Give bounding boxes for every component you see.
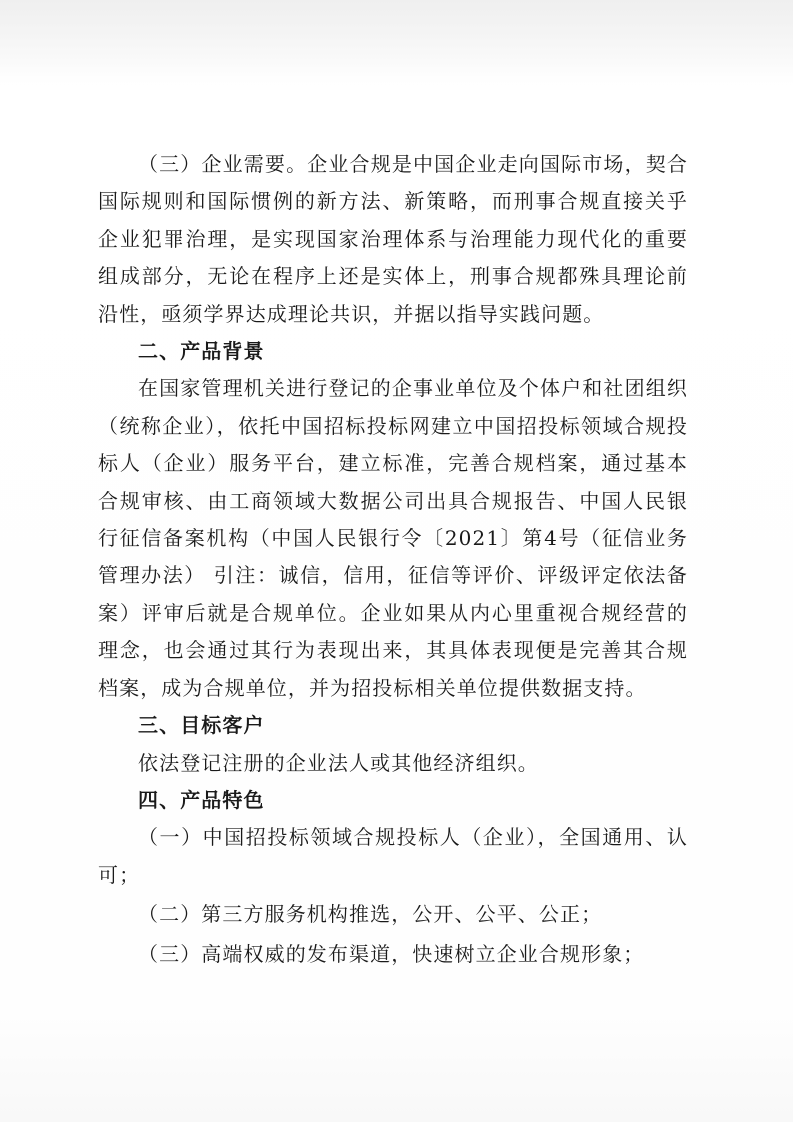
scan-shadow [0, 0, 793, 80]
paragraph-target-customers: 依法登记注册的企业法人或其他经济组织。 [138, 750, 539, 775]
feature-item-1: （一）中国招投标领域合规投标人（企业），全国通用、认可； [98, 825, 688, 887]
heading-product-background: 二、产品背景 [138, 339, 265, 364]
feature-item-2: （二）第三方服务机构推选，公开、公平、公正； [138, 902, 603, 927]
document-body [98, 146, 688, 975]
feature-item-3: （三）高端权威的发布渠道，快速树立企业合规形象； [138, 941, 645, 966]
paragraph-enterprise-needs: （三）企业需要。企业合规是中国企业走向国际市场，契合国际规则和国际惯例的新方法、新策略，而刑事合规直接关乎企业犯罪治理，是实现国家治理体系与治理能力现代化的重要组成部分，无论在程序上还是实体上，刑事合规都殊具理论前沿性，亟须学界达成理论共识，并据以指导实践问题。 [98, 152, 688, 326]
heading-product-features: 四、产品特色 [138, 787, 265, 812]
paragraph-product-background: 在国家管理机关进行登记的企事业单位及个体户和社团组织（统称企业），依托中国招标投标网建立中国招投标领域合规投标人（企业）服务平台，建立标准，完善合规档案，通过基本合规审核、由工商领域大数据公司出具合规报告、中国人民银行征信备案机构（中国人民银行令〔2021〕第4号（征信业务管理办法） 引注：诚信，信用，征信等评价、评级评定依法备案）评审后就是合规单位。企业如果从内心里重视合规经营的理念，也会通过其行为表现出来，其具体表现便是完善其合规档案，成为合规单位，并为招投标相关单位提供数据支持。 [98, 376, 688, 700]
heading-target-customers: 三、目标客户 [138, 713, 265, 738]
